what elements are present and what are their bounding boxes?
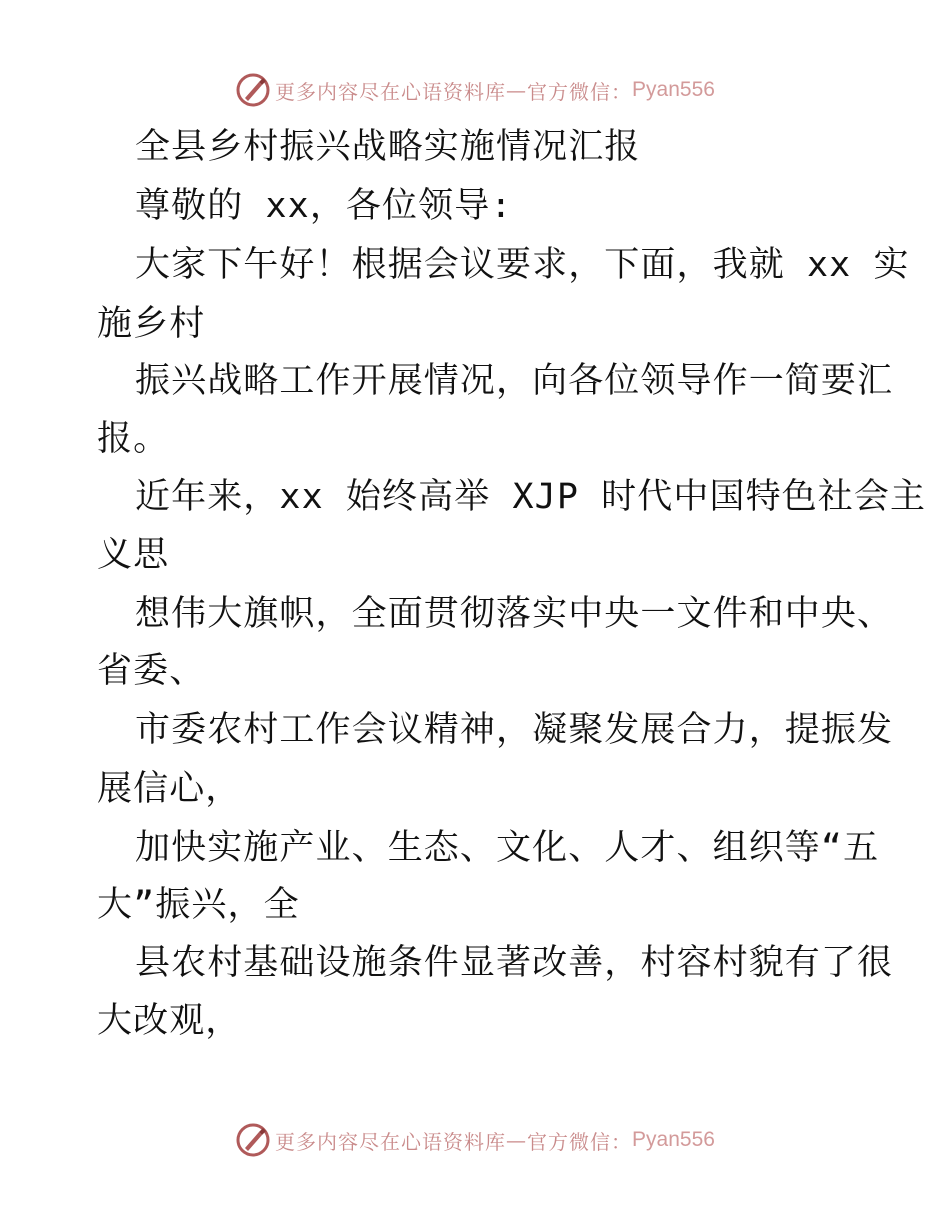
paragraph-line: 施乡村 [97, 304, 206, 344]
paragraph-line: 报。 [97, 419, 170, 459]
banner-wechat-label: 官方微信： [527, 79, 633, 104]
pen-logo-icon [235, 1122, 271, 1158]
paragraph-line: 大家下午好！根据会议要求，下面，我就 xx 实 [135, 245, 910, 285]
banner-wechat-id: Pyan556 [632, 78, 715, 101]
paragraph-line: 大改观， [97, 1001, 242, 1041]
paragraph-line: 市委农村工作会议精神，凝聚发展合力，提振发 [135, 710, 894, 750]
paragraph-line: 省委、 [97, 651, 206, 691]
paragraph-line: 想伟大旗帜，全面贯彻落实中央一文件和中央、 [135, 594, 894, 634]
banner-dash: — [506, 78, 528, 102]
banner-dash: — [506, 1128, 528, 1152]
banner-text: 更多内容尽在心语资料库 [275, 1129, 507, 1154]
paragraph-line: 加快实施产业、生态、文化、人才、组织等“五 [135, 828, 880, 868]
footer-banner [0, 1120, 950, 1160]
banner-text: 更多内容尽在心语资料库 [275, 79, 507, 104]
banner-wechat-id: Pyan556 [632, 1128, 715, 1151]
paragraph-line: 振兴战略工作开展情况，向各位领导作一简要汇 [135, 361, 894, 401]
doc-title: 全县乡村振兴战略实施情况汇报 [135, 127, 641, 167]
pen-logo-icon [235, 72, 271, 108]
paragraph-line: 大”振兴，全 [97, 885, 300, 925]
paragraph-line: 展信心， [97, 769, 242, 809]
paragraph-line: 县农村基础设施条件显著改善，村容村貌有了很 [135, 943, 894, 983]
salutation: 尊敬的 xx，各位领导: [135, 186, 513, 226]
paragraph-line: 义思 [97, 535, 170, 575]
paragraph-line: 近年来，xx 始终高举 XJP 时代中国特色社会主 [135, 477, 927, 517]
header-banner [0, 70, 950, 110]
banner-wechat-label: 官方微信： [527, 1129, 633, 1154]
